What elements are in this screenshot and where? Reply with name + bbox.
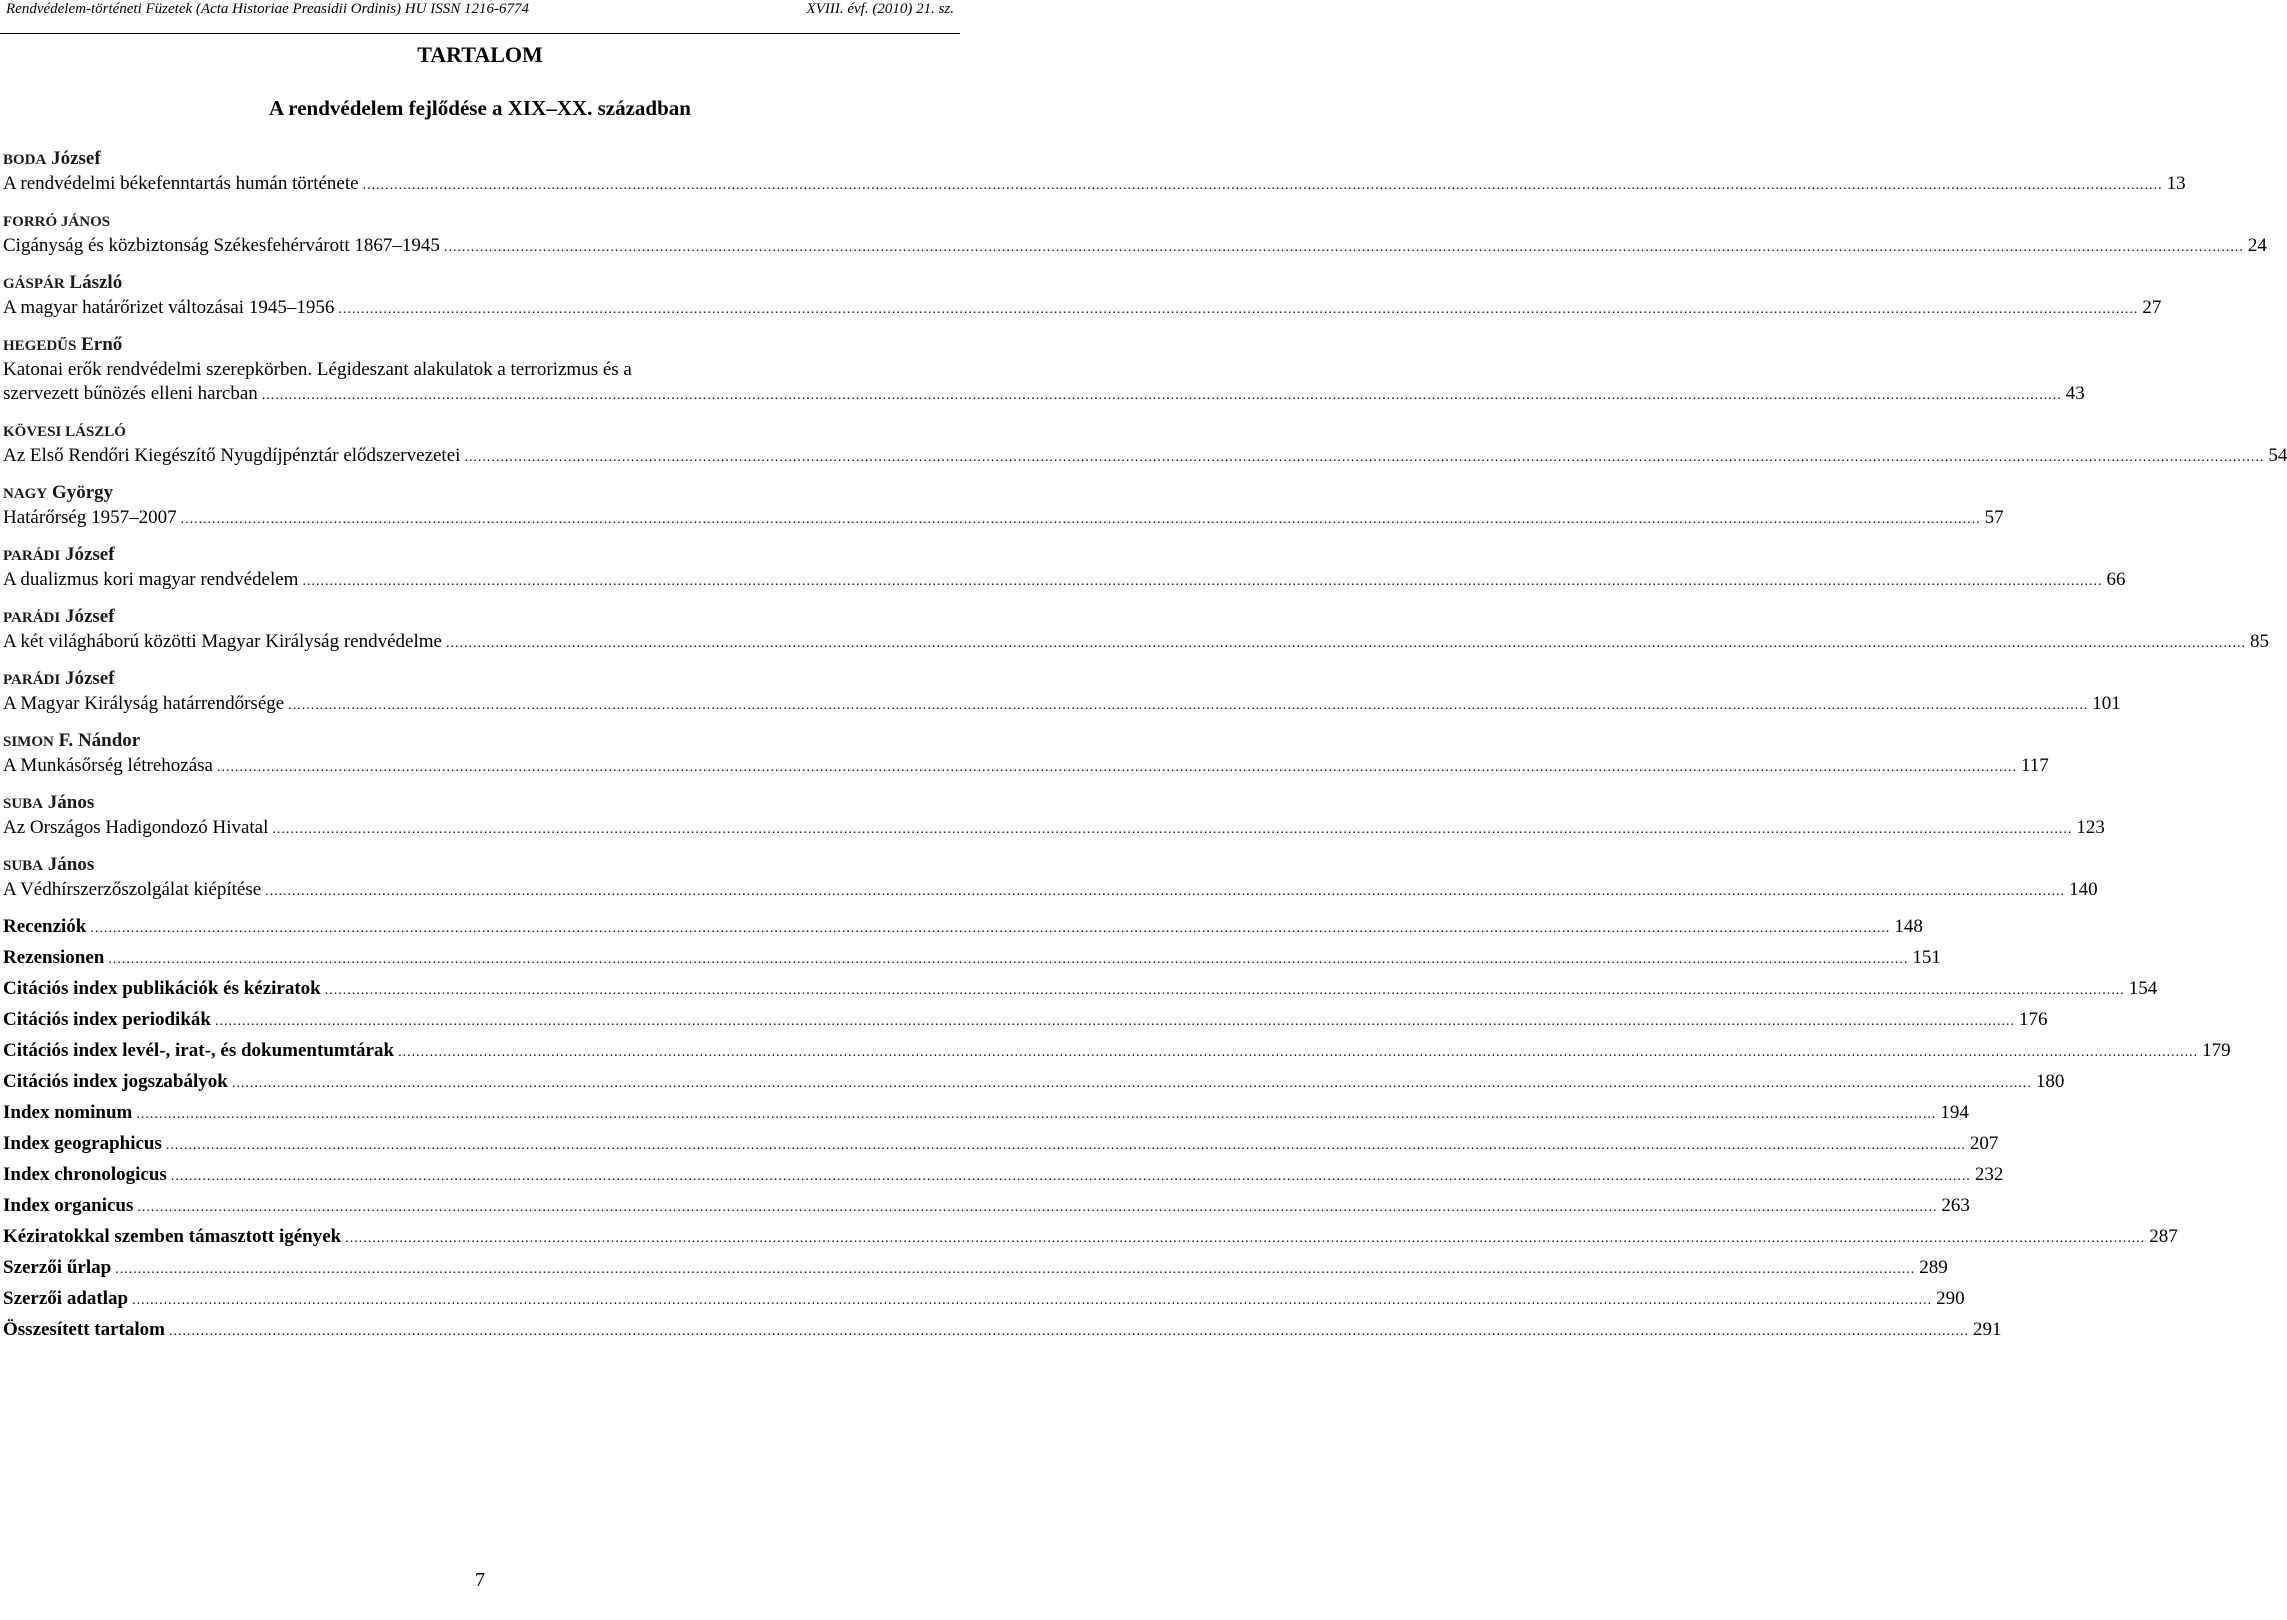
- entry-author: [3, 667, 925, 692]
- section-label: Citációs index levél-, irat-, és dokumentumtárak: [3, 1040, 395, 1061]
- author-surname: GÁSPÁR: [3, 276, 65, 292]
- dot-leader: ................................................................................................................................................................................................................................................................................................................................................................................................................: [288, 698, 2089, 713]
- author-given-name: József: [60, 668, 115, 689]
- toc-entry: [3, 271, 2162, 322]
- section-label: Index organicus: [3, 1195, 134, 1216]
- section-row: [3, 1163, 2004, 1189]
- dot-leader: ................................................................................................................................................................................................................................................................................................................................................................................................................: [132, 1293, 1933, 1308]
- toc-entry: [3, 853, 2098, 904]
- entry-title-row: [3, 754, 2049, 780]
- dot-leader: ................................................................................................................................................................................................................................................................................................................................................................................................................: [398, 1045, 2199, 1060]
- entry-title-row: [3, 444, 2287, 470]
- dot-leader: ................................................................................................................................................................................................................................................................................................................................................................................................................: [180, 512, 1981, 527]
- entry-title-line: Katonai erők rendvédelmi szerepkörben. Légideszant alakulatok a terrorizmus és a: [3, 359, 632, 380]
- entry-title: A magyar határőrizet változásai 1945–1956: [3, 297, 335, 318]
- section-page-number: 151: [1912, 947, 1941, 968]
- entry-page-number: 101: [2092, 693, 2121, 714]
- author-surname: FORRÓ JÁNOS: [3, 214, 111, 230]
- section-row: [3, 1225, 2178, 1251]
- author-surname: PARÁDI: [3, 672, 61, 688]
- dot-leader: ................................................................................................................................................................................................................................................................................................................................................................................................................: [137, 1200, 1938, 1215]
- entry-title: Az Országos Hadigondozó Hivatal: [3, 817, 269, 838]
- entry-title: A Védhírszerzőszolgálat kiépítése: [3, 879, 262, 900]
- toc-section: [3, 1101, 1969, 1127]
- section-row: [3, 977, 2158, 1003]
- entry-title-row: [3, 692, 2121, 718]
- section-page-number: 232: [1974, 1164, 2004, 1185]
- toc-section: [3, 1070, 2065, 1096]
- toc-section: [3, 1256, 1948, 1282]
- entry-author: [3, 147, 925, 172]
- section-row: [3, 1039, 2231, 1065]
- section-label: Citációs index periodikák: [3, 1009, 211, 1030]
- author-given-name: József: [46, 148, 101, 169]
- section-label: Citációs index jogszabályok: [3, 1071, 228, 1092]
- section-page-number: 291: [1972, 1319, 2002, 1340]
- dot-leader: ................................................................................................................................................................................................................................................................................................................................................................................................................: [324, 983, 2125, 998]
- toc-entry: [3, 791, 2105, 842]
- section-row: [3, 1256, 1948, 1282]
- dot-leader: ................................................................................................................................................................................................................................................................................................................................................................................................................: [272, 822, 2073, 837]
- entry-author: [3, 543, 925, 568]
- author-surname: PARÁDI: [3, 610, 61, 626]
- dot-leader: ................................................................................................................................................................................................................................................................................................................................................................................................................: [362, 178, 2163, 193]
- dot-leader: ................................................................................................................................................................................................................................................................................................................................................................................................................: [136, 1107, 1937, 1122]
- section-subtitle: A rendvédelem fejlődése a XIX–XX. században: [269, 96, 691, 120]
- entry-author: [3, 481, 925, 506]
- entry-author: [3, 271, 925, 296]
- dot-leader: ................................................................................................................................................................................................................................................................................................................................................................................................................: [443, 240, 2244, 255]
- toc-entry: [3, 209, 2267, 260]
- section-page-number: 148: [1894, 916, 1923, 937]
- dot-leader: ................................................................................................................................................................................................................................................................................................................................................................................................................: [214, 1014, 2015, 1029]
- dot-leader: ................................................................................................................................................................................................................................................................................................................................................................................................................: [338, 302, 2139, 317]
- section-page-number: 194: [1940, 1102, 1969, 1123]
- dot-leader: ................................................................................................................................................................................................................................................................................................................................................................................................................: [115, 1262, 1916, 1277]
- page-title: TARTALOM: [417, 42, 543, 67]
- author-given-name: József: [60, 606, 115, 627]
- section-page-number: 290: [1936, 1288, 1965, 1309]
- entry-page-number: 123: [2076, 817, 2105, 838]
- dot-leader: ................................................................................................................................................................................................................................................................................................................................................................................................................: [464, 450, 2265, 465]
- entry-title: A Munkásőrség létrehozása: [3, 755, 213, 776]
- toc-section: [3, 946, 1941, 972]
- toc-section: [3, 1163, 2004, 1189]
- entry-title-row: [3, 568, 2126, 594]
- toc-section: [3, 1287, 1965, 1313]
- author-given-name: György: [47, 482, 114, 503]
- dot-leader: ................................................................................................................................................................................................................................................................................................................................................................................................................: [165, 1138, 1966, 1153]
- entry-title: Cigányság és közbiztonság Székesfehérvárott 1867–1945: [3, 235, 440, 256]
- page-number: 7: [475, 1569, 485, 1591]
- toc-section: [3, 1008, 2048, 1034]
- section-row: [3, 1132, 1999, 1158]
- header-journal: Rendvédelem-történeti Füzetek (Acta Historiae Preasidii Ordinis) HU ISSN 1216-6774: [6, 1, 529, 17]
- author-surname: SIMON: [3, 734, 54, 750]
- entry-author: [3, 333, 925, 358]
- dot-leader: ................................................................................................................................................................................................................................................................................................................................................................................................................: [217, 760, 2017, 775]
- entry-title-row: [3, 296, 2162, 322]
- section-page-number: 176: [2018, 1009, 2048, 1030]
- section-label: Index chronologicus: [3, 1164, 167, 1185]
- entry-title: Az Első Rendőri Kiegészítő Nyugdíjpénztár elődszervezetei: [3, 445, 461, 466]
- section-label: Szerzői űrlap: [3, 1257, 112, 1278]
- entry-author: [3, 853, 925, 878]
- entry-page-number: 85: [2249, 631, 2269, 652]
- section-row: [3, 946, 1941, 972]
- entry-page-number: 24: [2247, 235, 2267, 256]
- entry-title-row: [3, 816, 2105, 842]
- entry-page-number: 117: [2021, 755, 2049, 776]
- entry-page-number: 66: [2106, 569, 2126, 590]
- toc-entry: [3, 419, 2287, 470]
- author-surname: PARÁDI: [3, 548, 61, 564]
- entry-title-row: [3, 172, 2186, 198]
- toc-section: [3, 1225, 2178, 1251]
- entry-title: A Magyar Királyság határrendőrsége: [3, 693, 285, 714]
- entry-title-row: [3, 234, 2267, 260]
- entry-author: [3, 209, 925, 234]
- section-page-number: 179: [2202, 1040, 2231, 1061]
- section-page-number: 207: [1969, 1133, 1999, 1154]
- section-page-number: 154: [2128, 978, 2158, 999]
- author-surname: HEGEDŰS: [3, 338, 77, 354]
- toc-entry: [3, 481, 2004, 532]
- section-label: Index geographicus: [3, 1133, 162, 1154]
- entry-title-row: [3, 878, 2098, 904]
- section-page-number: 180: [2035, 1071, 2065, 1092]
- author-surname: SUBA: [3, 796, 44, 812]
- entry-title-row: [3, 630, 2269, 656]
- entry-page-number: 54: [2268, 445, 2287, 466]
- toc-section: [3, 977, 2158, 1003]
- section-label: Összesített tartalom: [3, 1319, 165, 1340]
- dot-leader: ................................................................................................................................................................................................................................................................................................................................................................................................................: [90, 921, 1891, 936]
- section-page-number: 287: [2149, 1226, 2178, 1247]
- entry-title-row: [3, 506, 2004, 532]
- entry-author: [3, 791, 925, 816]
- entry-title: A rendvédelmi békefenntartás humán története: [3, 173, 359, 194]
- dot-leader: ................................................................................................................................................................................................................................................................................................................................................................................................................: [345, 1231, 2146, 1246]
- section-row: [3, 1287, 1965, 1313]
- section-label: Rezensionen: [3, 947, 105, 968]
- toc-section: [3, 1132, 1999, 1158]
- section-label: Szerzői adatlap: [3, 1288, 129, 1309]
- author-given-name: János: [43, 854, 95, 875]
- author-given-name: Ernő: [76, 334, 123, 355]
- entry-author: [3, 729, 925, 754]
- header-issue: XVIII. évf. (2010) 21. sz.: [806, 1, 954, 17]
- author-given-name: F. Nándor: [53, 730, 141, 751]
- entry-page-number: 140: [2069, 879, 2098, 900]
- table-of-contents: [3, 147, 2287, 1349]
- toc-entry: [3, 729, 2049, 780]
- section-page-number: 263: [1941, 1195, 1970, 1216]
- section-row: [3, 1101, 1969, 1127]
- author-surname: NAGY: [3, 486, 48, 502]
- toc-section: [3, 1039, 2231, 1065]
- entry-author: [3, 605, 925, 630]
- author-surname: BODA: [3, 152, 47, 168]
- toc-entry: [3, 667, 2121, 718]
- dot-leader: ................................................................................................................................................................................................................................................................................................................................................................................................................: [302, 574, 2103, 589]
- entry-title: Határőrség 1957–2007: [3, 507, 177, 528]
- author-surname: SUBA: [3, 858, 44, 874]
- toc-entry: [3, 333, 2085, 408]
- dot-leader: ................................................................................................................................................................................................................................................................................................................................................................................................................: [261, 388, 2062, 403]
- section-label: Index nominum: [3, 1102, 133, 1123]
- section-row: [3, 1194, 1970, 1220]
- entry-page-number: 43: [2065, 383, 2085, 404]
- running-header: [0, 0, 960, 34]
- dot-leader: ................................................................................................................................................................................................................................................................................................................................................................................................................: [108, 952, 1909, 967]
- section-label: Kéziratokkal szemben támasztott igények: [3, 1226, 342, 1247]
- section-row: [3, 1318, 2002, 1344]
- entry-page-number: 57: [1984, 507, 2004, 528]
- entry-page-number: 27: [2142, 297, 2162, 318]
- toc-section: [3, 915, 1923, 941]
- section-row: [3, 1070, 2065, 1096]
- dot-leader: ................................................................................................................................................................................................................................................................................................................................................................................................................: [445, 636, 2246, 651]
- section-page-number: 289: [1919, 1257, 1948, 1278]
- entry-page-number: 13: [2166, 173, 2186, 194]
- section-label: Citációs index publikációk és kéziratok: [3, 978, 321, 999]
- section-row: [3, 915, 1923, 941]
- toc-entry: [3, 605, 2269, 656]
- section-label: Recenziók: [3, 916, 87, 937]
- entry-title: A két világháború közötti Magyar Királyság rendvédelme: [3, 631, 442, 652]
- toc-section: [3, 1318, 2002, 1344]
- section-row: [3, 1008, 2048, 1034]
- dot-leader: ................................................................................................................................................................................................................................................................................................................................................................................................................: [168, 1324, 1969, 1339]
- author-surname: KÖVESI LÁSZLÓ: [3, 424, 126, 440]
- toc-entry: [3, 147, 2186, 198]
- dot-leader: ................................................................................................................................................................................................................................................................................................................................................................................................................: [170, 1169, 1971, 1184]
- entry-title: szervezett bűnözés elleni harcban: [3, 383, 258, 404]
- author-given-name: László: [64, 272, 123, 293]
- toc-entry: [3, 543, 2126, 594]
- dot-leader: ................................................................................................................................................................................................................................................................................................................................................................................................................: [231, 1076, 2032, 1091]
- toc-section: [3, 1194, 1970, 1220]
- author-given-name: József: [60, 544, 115, 565]
- entry-title-row: [3, 382, 2085, 408]
- entry-title: A dualizmus kori magyar rendvédelem: [3, 569, 299, 590]
- author-given-name: János: [43, 792, 95, 813]
- entry-author: [3, 419, 925, 444]
- dot-leader: ................................................................................................................................................................................................................................................................................................................................................................................................................: [265, 884, 2066, 899]
